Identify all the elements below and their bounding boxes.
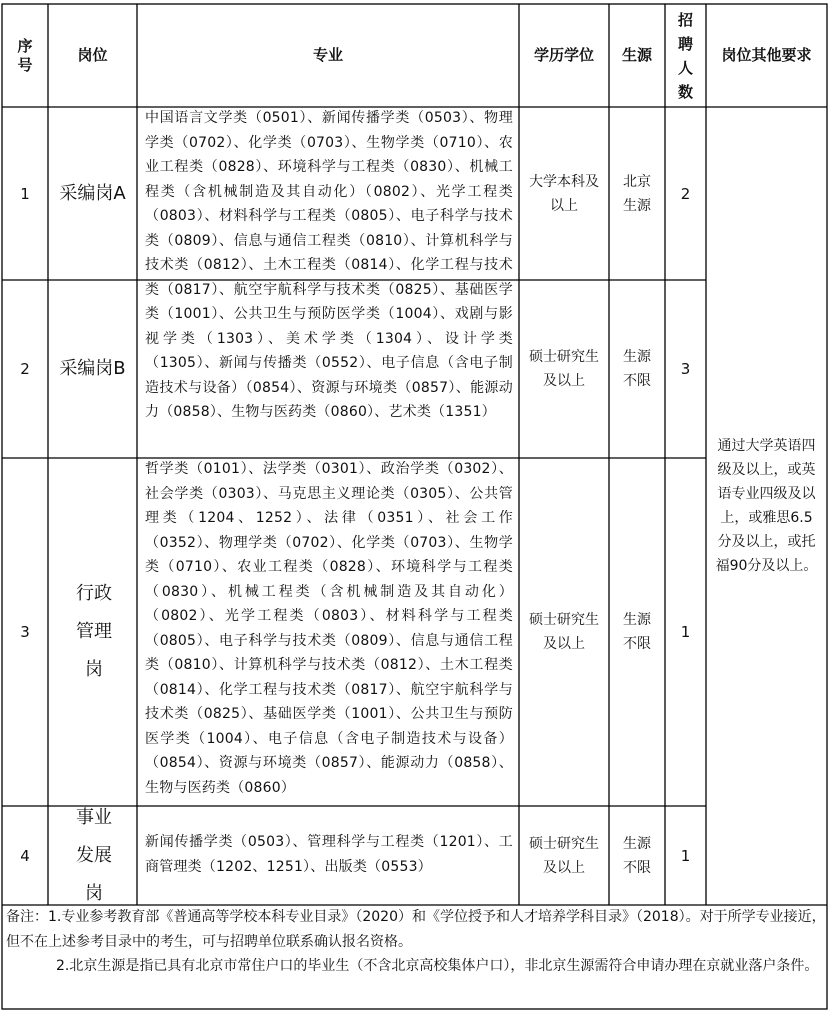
row4-degree: 硕士研究生及以上: [529, 835, 599, 876]
header-origin: 生源: [621, 46, 652, 65]
row1-count: 2: [680, 184, 691, 203]
row2-count: 3: [680, 360, 691, 378]
header-post: 岗位: [77, 46, 108, 65]
row4-seq: 4: [20, 846, 30, 865]
row1-degree: 大学本科及以上: [529, 173, 599, 214]
row3-degree: 硕士研究生及以上: [529, 612, 599, 652]
header-major: 专业: [312, 46, 343, 65]
row2-post: 采编岗B: [59, 358, 126, 379]
header-count: 招聘人数: [677, 10, 693, 101]
notes-block: [6, 905, 826, 979]
row4-majors: 新闻传播学类（0503）、管理科学与工程类（1201）、工商管理类（1202、1251）、出版类（0553）: [145, 834, 513, 875]
row3-seq: 3: [20, 623, 30, 641]
row1-seq: 1: [20, 184, 30, 203]
majors-rows-1-2: 中国语言文学类（0501）、新闻传播学类（0503）、物理学类（0702）、化学类（0703）、生物学类（0710）、农业工程类（0828）、环境科学与工程类（0830）、机械工程类（含机械制造及其自动化）（0802）、光学工程类（0803）、材料科学与工程类（0805）、电子科学与技术类（0809）、信息与通信工程类（0810）、计算机科学与技术类（0812）、土木工程类（0814）、化学工程与技术类（0817）、航空宇航科学与技术类（0825）、基础医学类（1001）、公共卫生与预防医学类（1004）、戏剧与影视学类（1303）、美术学类（1304）、设计学类（1305）、新闻与传播类（0552）、电子信息（含电子制造技术与设备）（0854）、资源与环境类（0857）、能源动力（0858）、生物与医药类（0860）、艺术类（1351）: [145, 110, 513, 420]
header-other: 岗位其他要求: [721, 46, 812, 65]
row4-count: 1: [680, 846, 691, 865]
other-requirements: 通过大学英语四级及以上，或英语专业四级及以上，或雅思6.5分及以上，或托福90分及以上。: [715, 438, 818, 574]
row2-seq: 2: [20, 360, 30, 378]
row2-degree: 硕士研究生及以上: [529, 349, 599, 389]
row3-count: 1: [680, 623, 691, 641]
row3-majors: 哲学类（0101）、法学类（0301）、政治学类（0302）、社会学类（0303）、马克思主义理论类（0305）、公共管理类（1204、1252）、法律（0351）、社会工作（0352）、物理学类（0702）、化学类（0703）、生物学类（0710）、农业工程类（0828）、环境科学与工程类（0830）、机械工程类（含机械制造及其自动化）（0802）、光学工程类（0803）、材料科学与工程类（0805）、电子科学与技术类（0809）、信息与通信工程类（0810）、计算机科学与技术类（0812）、土木工程类（0814）、化学工程与技术类（0817）、航空宇航科学与技术类（0825）、基础医学类（1001）、公共卫生与预防医学类（1004）、电子信息（含电子制造技术与设备）（0854）、资源与环境类（0857）、能源动力（0858）、生物与医药类（0860）: [145, 461, 513, 796]
note-1: 备注：1.专业参考教育部《普通高等学校本科专业目录》（2020）和《学位授予和人才培养学科目录》（2018）。对于所学专业接近，但不在上述参考目录中的考生，可与招聘单位联系确认报名资格。: [6, 909, 826, 950]
row1-post: 采编岗A: [59, 182, 126, 204]
note-2: 2.北京生源是指已具有北京市常住户口的毕业生（不含北京高校集体户口），非北京生源需符合申请办理在京就业落户条件。: [56, 958, 819, 974]
header-degree: 学历学位: [533, 46, 594, 65]
row3-post: 行政管理岗: [76, 583, 112, 680]
row2-origin: 生源不限: [623, 349, 651, 389]
row3-origin: 生源不限: [623, 612, 651, 652]
header-seq: 序号: [17, 36, 33, 74]
row4-post: 事业发展岗: [76, 806, 112, 904]
notes-label: 备注：: [6, 909, 48, 925]
row1-origin: 北京生源: [623, 173, 651, 214]
row4-origin: 生源不限: [623, 835, 651, 876]
